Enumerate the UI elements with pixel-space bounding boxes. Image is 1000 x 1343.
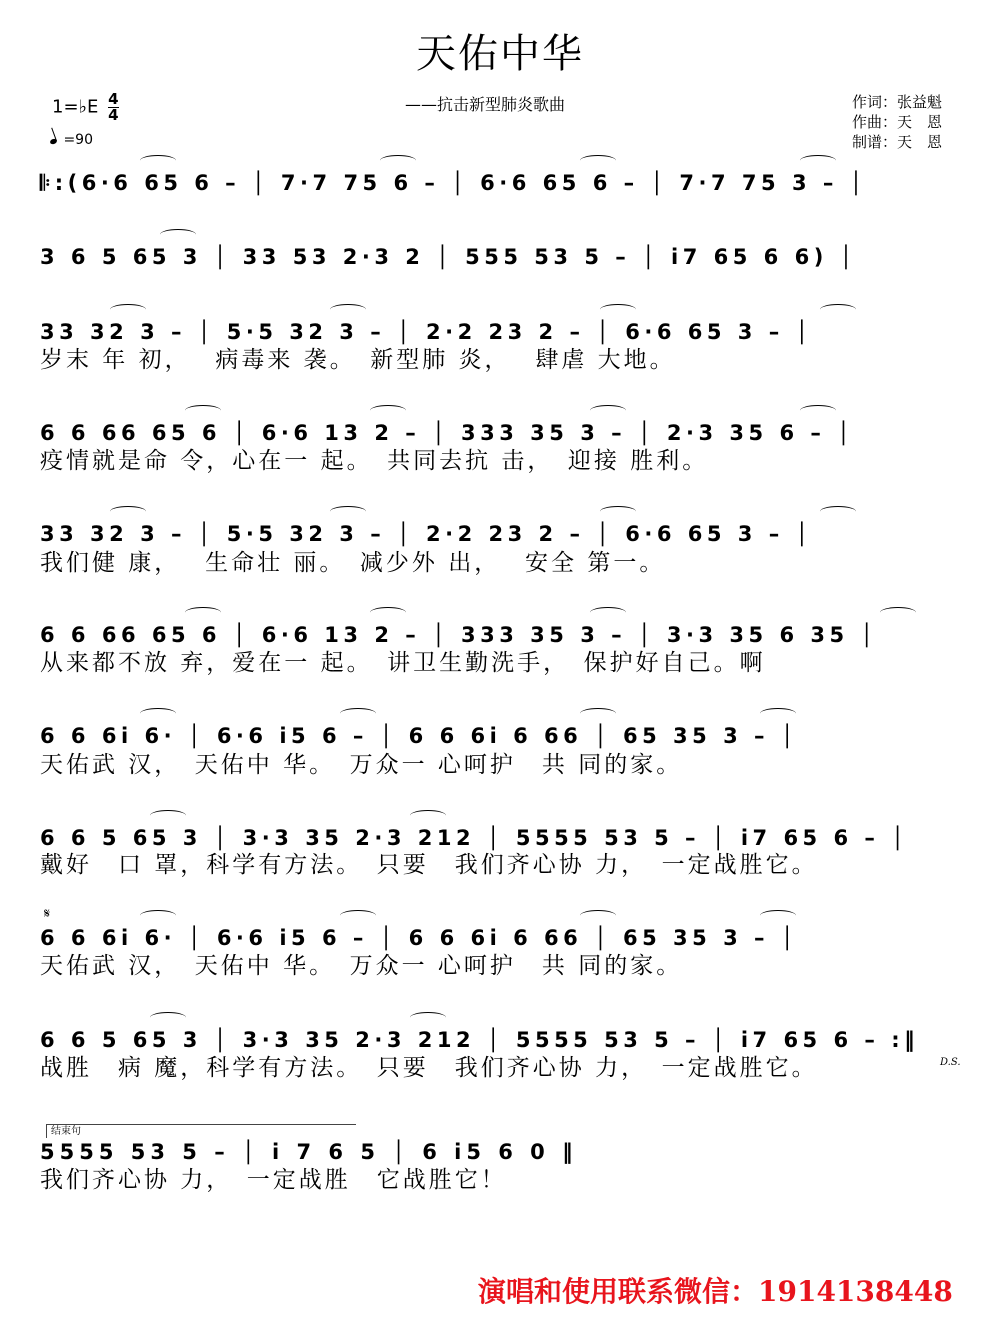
slur-mark bbox=[160, 229, 196, 240]
segno-sign: 𝄋 bbox=[44, 906, 51, 922]
key-label: 1=♭E bbox=[52, 96, 99, 118]
slur-mark bbox=[140, 155, 176, 166]
composer-credit: 作曲：天 恩 bbox=[852, 113, 943, 131]
lyricist-credit: 作词：张益魁 bbox=[852, 93, 943, 111]
slur-mark bbox=[820, 506, 856, 517]
slur-mark bbox=[580, 708, 616, 719]
time-top: 4 bbox=[108, 90, 119, 108]
notes-line: 𝄆:(6·6 65 6 – │ 7·7 75 6 – │ 6·6 65 6 – │ 7·7 75 3 – │ bbox=[40, 171, 867, 195]
lyric-line: 我们健 康， 生命壮 丽。 减少外 出， 安全 第一。 bbox=[40, 550, 666, 576]
slur-mark bbox=[800, 155, 836, 166]
notes-line: 6 6 5 65 3 │ 3·3 35 2·3 212 │ 5555 53 5 – │ i7 65 6 – │ bbox=[40, 826, 909, 850]
slur-mark bbox=[580, 155, 616, 166]
slur-mark bbox=[110, 506, 146, 517]
lyric-line: 我们齐心协 力， 一定战胜 它战胜它！ bbox=[40, 1167, 507, 1193]
lyric-line: 从来都不放 弃，爱在一 起。 讲卫生勤洗手， 保护好自己。啊 bbox=[40, 650, 766, 676]
slur-mark bbox=[760, 910, 796, 921]
lyric-line: 戴好 口 罩，科学有方法。 只要 我们齐心协 力， 一定战胜它。 bbox=[40, 852, 818, 878]
slur-mark bbox=[880, 607, 916, 618]
slur-mark bbox=[380, 155, 416, 166]
score-row bbox=[40, 237, 960, 277]
notes-line: 33 32 3 – │ 5·5 32 3 – │ 2·2 23 2 – │ 6·6 65 3 – │ bbox=[40, 522, 813, 546]
contact-info: 演唱和使用联系微信：1914138448 bbox=[478, 1275, 953, 1308]
tempo-marking bbox=[50, 132, 93, 148]
ending-bracket: 结束句 bbox=[46, 1124, 356, 1138]
slur-mark bbox=[340, 910, 376, 921]
time-signature bbox=[108, 92, 118, 123]
page-title: 天佑中华 bbox=[416, 31, 584, 77]
subtitle: ——抗击新型肺炎歌曲 bbox=[405, 95, 566, 114]
slur-mark bbox=[590, 405, 626, 416]
lyric-line: 天佑武 汉， 天佑中 华。 万众一 心呵护 共 同的家。 bbox=[40, 752, 683, 778]
slur-mark bbox=[580, 910, 616, 921]
slur-mark bbox=[110, 304, 146, 315]
notes-line: 6 6 6i 6· │ 6·6 i5 6 – │ 6 6 6i 6 66 │ 65 35 3 – │ bbox=[40, 926, 798, 950]
lyric-line: 战胜 病 魔，科学有方法。 只要 我们齐心协 力， 一定战胜它。 bbox=[40, 1055, 818, 1081]
slur-mark bbox=[800, 405, 836, 416]
slur-mark bbox=[600, 506, 636, 517]
lyric-line: 岁末 年 初， 病毒来 袭。 新型肺 炎， 肆虐 大地。 bbox=[40, 347, 676, 373]
lyric-line: 疫情就是命 令，心在一 起。 共同去抗 击， 迎接 胜利。 bbox=[40, 448, 709, 474]
slur-mark bbox=[140, 708, 176, 719]
key-signature bbox=[52, 92, 119, 123]
slur-mark bbox=[185, 405, 221, 416]
notes-line: 3 6 5 65 3 │ 33 53 2·3 2 │ 555 53 5 – │ i7 65 6 6) │ bbox=[40, 245, 857, 269]
slur-mark bbox=[370, 405, 406, 416]
score-row bbox=[40, 163, 960, 203]
quarter-note-icon bbox=[49, 138, 57, 145]
slur-mark bbox=[590, 607, 626, 618]
lyric-line: 天佑武 汉， 天佑中 华。 万众一 心呵护 共 同的家。 bbox=[40, 953, 683, 979]
slur-mark bbox=[330, 304, 366, 315]
slur-mark bbox=[330, 506, 366, 517]
slur-mark bbox=[410, 1012, 446, 1023]
credits bbox=[852, 92, 942, 152]
notes-line: 6 6 6i 6· │ 6·6 i5 6 – │ 6 6 6i 6 66 │ 65 35 3 – │ bbox=[40, 724, 798, 748]
slur-mark bbox=[185, 607, 221, 618]
notes-line: 6 6 66 65 6 │ 6·6 13 2 – │ 333 35 3 – │ 2·3 35 6 – │ bbox=[40, 421, 855, 445]
slur-mark bbox=[410, 810, 446, 821]
notes-line: 6 6 66 65 6 │ 6·6 13 2 – │ 333 35 3 – │ 3·3 35 6 35 │ bbox=[40, 623, 878, 647]
time-bottom: 4 bbox=[108, 106, 119, 124]
notes-line: 6 6 5 65 3 │ 3·3 35 2·3 212 │ 5555 53 5 – │ i7 65 6 – :‖ bbox=[40, 1028, 920, 1052]
slur-mark bbox=[340, 708, 376, 719]
notation-credit: 制谱：天 恩 bbox=[852, 133, 943, 151]
slur-mark bbox=[370, 607, 406, 618]
slur-mark bbox=[820, 304, 856, 315]
slur-mark bbox=[150, 1012, 186, 1023]
tempo-value: =90 bbox=[63, 132, 93, 148]
slur-mark bbox=[600, 304, 636, 315]
slur-mark bbox=[140, 910, 176, 921]
ds-marking: D.S. bbox=[940, 1057, 961, 1068]
slur-mark bbox=[150, 810, 186, 821]
notes-line: 5555 53 5 – │ i 7 6 5 │ 6 i5 6 0 ‖ bbox=[40, 1140, 578, 1164]
notes-line: 33 32 3 – │ 5·5 32 3 – │ 2·2 23 2 – │ 6·6 65 3 – │ bbox=[40, 320, 813, 344]
slur-mark bbox=[760, 708, 796, 719]
